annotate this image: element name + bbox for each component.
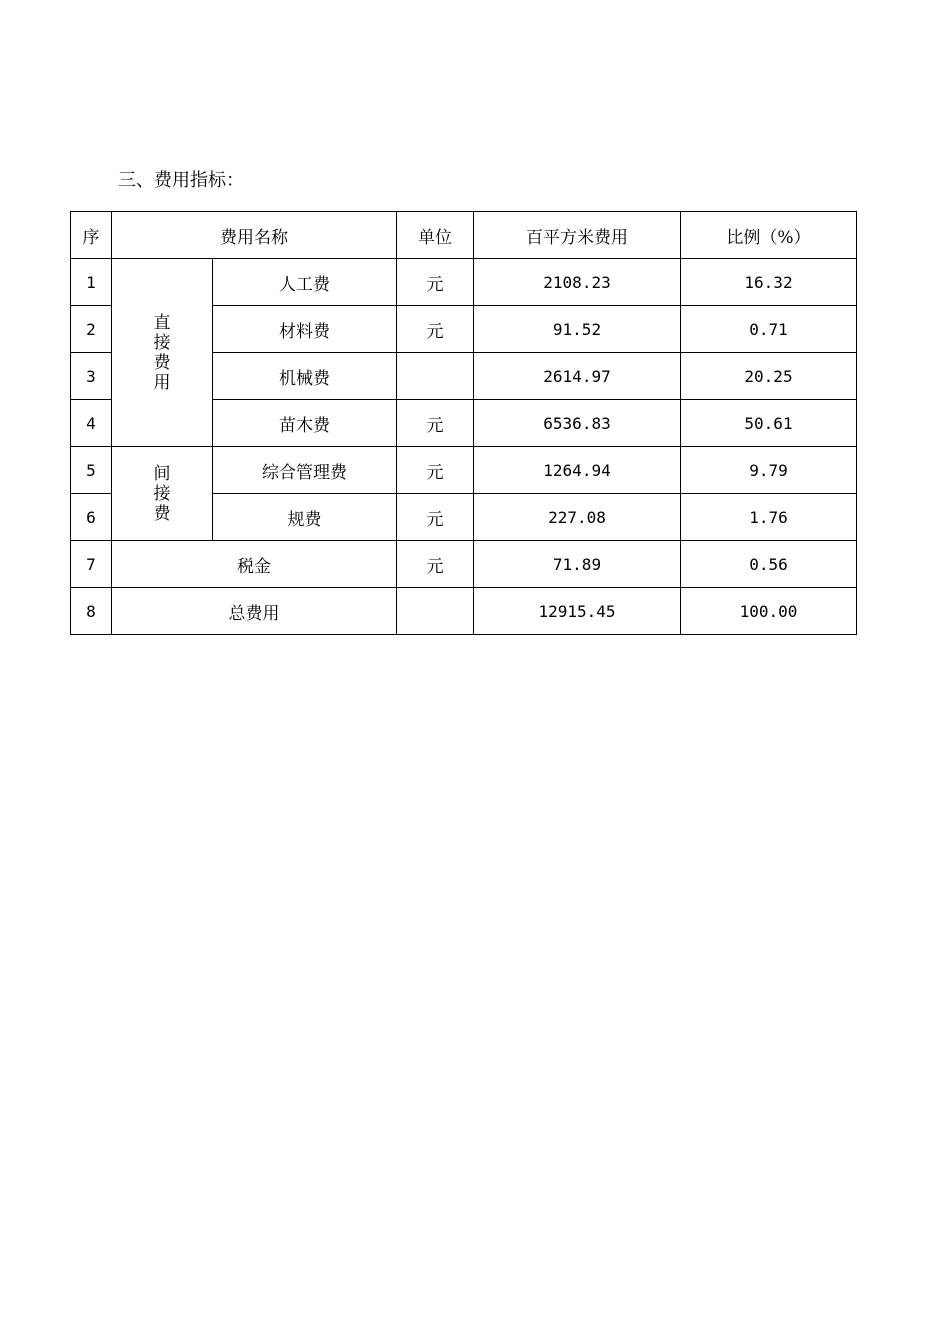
row-seq: 4 [71, 400, 112, 447]
group-direct-label: 直接费用 [153, 312, 171, 393]
row-ratio: 1.76 [681, 494, 857, 541]
cost-indicator-table [70, 211, 857, 635]
header-unit: 单位 [397, 212, 474, 259]
row-name: 规费 [213, 494, 397, 541]
row-unit [397, 353, 474, 400]
row-unit: 元 [397, 494, 474, 541]
row-name: 人工费 [213, 259, 397, 306]
row-cost: 6536.83 [474, 400, 681, 447]
row-cost: 12915.45 [474, 588, 681, 635]
row-unit [397, 588, 474, 635]
group-indirect-cell [112, 447, 213, 541]
row-ratio: 20.25 [681, 353, 857, 400]
header-seq: 序 [71, 212, 112, 259]
row-cost: 227.08 [474, 494, 681, 541]
row-name: 苗木费 [213, 400, 397, 447]
row-unit: 元 [397, 306, 474, 353]
table-row [71, 447, 857, 494]
row-ratio: 0.56 [681, 541, 857, 588]
row-name: 材料费 [213, 306, 397, 353]
table-row [71, 541, 857, 588]
table-header-row [71, 212, 857, 259]
row-cost: 1264.94 [474, 447, 681, 494]
row-unit: 元 [397, 259, 474, 306]
row-cost: 2108.23 [474, 259, 681, 306]
row-seq: 5 [71, 447, 112, 494]
header-ratio: 比例（%） [681, 212, 857, 259]
row-unit: 元 [397, 447, 474, 494]
row-seq: 3 [71, 353, 112, 400]
row-ratio: 9.79 [681, 447, 857, 494]
row-seq: 2 [71, 306, 112, 353]
row-seq: 8 [71, 588, 112, 635]
row-ratio: 50.61 [681, 400, 857, 447]
row-cost: 91.52 [474, 306, 681, 353]
group-indirect-label: 间接费 [153, 463, 171, 524]
header-name: 费用名称 [112, 212, 397, 259]
table-row [71, 259, 857, 306]
row-name: 总费用 [112, 588, 397, 635]
row-name: 机械费 [213, 353, 397, 400]
row-unit: 元 [397, 400, 474, 447]
row-seq: 6 [71, 494, 112, 541]
section-heading: 三、费用指标： [118, 170, 244, 191]
row-ratio: 100.00 [681, 588, 857, 635]
row-name: 税金 [112, 541, 397, 588]
row-seq: 7 [71, 541, 112, 588]
row-name: 综合管理费 [213, 447, 397, 494]
row-ratio: 0.71 [681, 306, 857, 353]
row-cost: 2614.97 [474, 353, 681, 400]
group-direct-cell [112, 259, 213, 447]
row-unit: 元 [397, 541, 474, 588]
row-cost: 71.89 [474, 541, 681, 588]
row-ratio: 16.32 [681, 259, 857, 306]
table-row-total [71, 588, 857, 635]
row-seq: 1 [71, 259, 112, 306]
header-cost: 百平方米费用 [474, 212, 681, 259]
